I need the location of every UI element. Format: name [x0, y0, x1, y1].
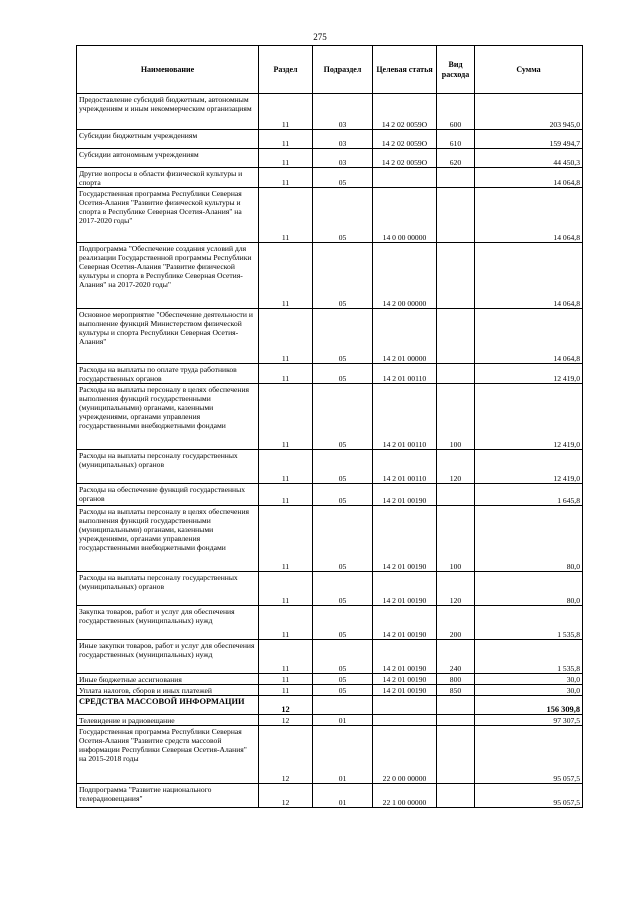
row-name: Расходы на обеспечение функций государственных органов — [77, 484, 259, 506]
table-row — [77, 450, 583, 484]
header-amount: Сумма — [475, 46, 583, 94]
row-name: Подпрограмма "Развитие национального телерадиовещания" — [77, 784, 259, 808]
row-amount: 156 309,8 — [475, 696, 583, 715]
row-subsection: 05 — [313, 606, 373, 640]
header-section: Раздел — [259, 46, 313, 94]
row-section: 12 — [259, 726, 313, 784]
row-expense-type — [437, 696, 475, 715]
table-row — [77, 384, 583, 450]
row-section: 11 — [259, 606, 313, 640]
row-section: 11 — [259, 364, 313, 384]
row-target: 14 2 02 0059О — [373, 130, 437, 149]
table-row — [77, 784, 583, 808]
row-subsection: 05 — [313, 309, 373, 364]
row-section: 11 — [259, 130, 313, 149]
table-row — [77, 309, 583, 364]
row-name: Иные бюджетные ассигнования — [77, 674, 259, 685]
row-expense-type — [437, 715, 475, 726]
row-target: 14 2 01 00110 — [373, 364, 437, 384]
row-name: Другие вопросы в области физической культуры и спорта — [77, 168, 259, 188]
table-row — [77, 94, 583, 130]
row-expense-type — [437, 726, 475, 784]
row-section: 11 — [259, 506, 313, 572]
table-row — [77, 685, 583, 696]
table-row — [77, 364, 583, 384]
row-expense-type — [437, 784, 475, 808]
row-name: Субсидии бюджетным учреждениям — [77, 130, 259, 149]
row-subsection: 01 — [313, 715, 373, 726]
row-expense-type: 610 — [437, 130, 475, 149]
row-subsection: 05 — [313, 168, 373, 188]
row-section: 11 — [259, 450, 313, 484]
row-expense-type: 850 — [437, 685, 475, 696]
row-target: 14 2 01 00190 — [373, 506, 437, 572]
row-name: Расходы на выплаты по оплате труда работников государственных органов — [77, 364, 259, 384]
row-subsection: 05 — [313, 484, 373, 506]
row-subsection: 03 — [313, 94, 373, 130]
table-row — [77, 243, 583, 309]
row-subsection: 05 — [313, 364, 373, 384]
row-section: 11 — [259, 188, 313, 243]
row-name: Субсидии автономным учреждениям — [77, 149, 259, 168]
row-target — [373, 696, 437, 715]
row-target — [373, 715, 437, 726]
row-target: 14 2 02 0059О — [373, 94, 437, 130]
row-amount: 14 064,8 — [475, 188, 583, 243]
row-name: Расходы на выплаты персоналу в целях обеспечения выполнения функций государственными (муниципальными) органами, казенными учреждениями, органами управления государственными внебюджетными фондами — [77, 384, 259, 450]
row-section: 11 — [259, 94, 313, 130]
row-subsection: 03 — [313, 149, 373, 168]
row-name: Закупка товаров, работ и услуг для обеспечения государственных (муниципальных) нужд — [77, 606, 259, 640]
row-expense-type: 200 — [437, 606, 475, 640]
row-amount: 95 057,5 — [475, 784, 583, 808]
row-subsection: 05 — [313, 674, 373, 685]
row-target: 14 2 01 00190 — [373, 484, 437, 506]
header-expense-type: Вид расхода — [437, 46, 475, 94]
row-expense-type — [437, 168, 475, 188]
row-expense-type: 240 — [437, 640, 475, 674]
row-section: 11 — [259, 685, 313, 696]
row-target: 14 2 01 00110 — [373, 384, 437, 450]
table-row — [77, 726, 583, 784]
row-subsection: 01 — [313, 726, 373, 784]
row-name: Расходы на выплаты персоналу государственных (муниципальных) органов — [77, 450, 259, 484]
row-section: 11 — [259, 640, 313, 674]
row-expense-type: 100 — [437, 506, 475, 572]
row-subsection: 05 — [313, 243, 373, 309]
table-row — [77, 506, 583, 572]
table-row — [77, 168, 583, 188]
row-subsection: 05 — [313, 188, 373, 243]
row-expense-type — [437, 188, 475, 243]
row-amount: 14 064,8 — [475, 243, 583, 309]
row-target: 14 2 01 00110 — [373, 450, 437, 484]
row-target: 14 2 00 00000 — [373, 243, 437, 309]
row-amount: 1 535,8 — [475, 640, 583, 674]
row-expense-type: 600 — [437, 94, 475, 130]
header-name: Наименование — [77, 46, 259, 94]
row-name: Иные закупки товаров, работ и услуг для обеспечения государственных (муниципальных) нужд — [77, 640, 259, 674]
row-amount: 30,0 — [475, 685, 583, 696]
row-target: 14 2 01 00190 — [373, 606, 437, 640]
header-target: Целевая статья — [373, 46, 437, 94]
row-amount: 12 419,0 — [475, 450, 583, 484]
table-row — [77, 674, 583, 685]
table-row — [77, 572, 583, 606]
row-expense-type — [437, 309, 475, 364]
row-section: 11 — [259, 384, 313, 450]
row-amount: 80,0 — [475, 506, 583, 572]
row-expense-type — [437, 243, 475, 309]
row-amount: 1 535,8 — [475, 606, 583, 640]
row-section: 11 — [259, 168, 313, 188]
table-row — [77, 130, 583, 149]
row-amount: 12 419,0 — [475, 384, 583, 450]
row-target: 14 2 01 00190 — [373, 685, 437, 696]
row-name: Государственная программа Республики Северная Осетия-Алания "Развитие физической культуры и спорта в Республике Северная Осетия-Алания" на 2017-2020 годы" — [77, 188, 259, 243]
row-expense-type: 120 — [437, 572, 475, 606]
row-target: 14 2 01 00190 — [373, 572, 437, 606]
row-name: Телевидение и радиовещание — [77, 715, 259, 726]
row-subsection: 05 — [313, 506, 373, 572]
table-row — [77, 484, 583, 506]
row-amount: 14 064,8 — [475, 309, 583, 364]
row-target — [373, 168, 437, 188]
table-row — [77, 149, 583, 168]
row-amount: 97 307,5 — [475, 715, 583, 726]
budget-table — [76, 45, 583, 808]
row-name: Расходы на выплаты персоналу государственных (муниципальных) органов — [77, 572, 259, 606]
row-subsection: 01 — [313, 784, 373, 808]
row-name: Уплата налогов, сборов и иных платежей — [77, 685, 259, 696]
row-section: 11 — [259, 243, 313, 309]
row-amount: 12 419,0 — [475, 364, 583, 384]
row-section: 11 — [259, 572, 313, 606]
row-amount: 203 945,0 — [475, 94, 583, 130]
row-amount: 30,0 — [475, 674, 583, 685]
row-expense-type: 120 — [437, 450, 475, 484]
row-expense-type: 100 — [437, 384, 475, 450]
row-subsection: 05 — [313, 384, 373, 450]
table-row — [77, 696, 583, 715]
table-row — [77, 188, 583, 243]
row-target: 14 2 01 00190 — [373, 640, 437, 674]
page-number: 275 — [313, 32, 327, 42]
row-subsection: 05 — [313, 640, 373, 674]
row-section: 12 — [259, 715, 313, 726]
row-name: Подпрограмма "Обеспечение создания условий для реализации Государственной программы Республики Северная Осетия-Алания "Развитие физической культуры и спорта в Республике Северная Осетия-Алания" на 2017-2020 годы" — [77, 243, 259, 309]
table-row — [77, 715, 583, 726]
row-section: 12 — [259, 784, 313, 808]
row-amount: 14 064,8 — [475, 168, 583, 188]
row-name: Государственная программа Республики Северная Осетия-Алания "Развитие средств массовой информации Республики Северная Осетия-Алания" на 2015-2018 годы — [77, 726, 259, 784]
row-expense-type: 800 — [437, 674, 475, 685]
row-subsection: 05 — [313, 450, 373, 484]
table-header-row — [77, 46, 583, 94]
row-name: Предоставление субсидий бюджетным, автономным учреждениям и иным некоммерческим организациям — [77, 94, 259, 130]
row-name: Расходы на выплаты персоналу в целях обеспечения выполнения функций государственными (муниципальными) органами, казенными учреждениями, органами управления государственными внебюджетными фондами — [77, 506, 259, 572]
row-expense-type — [437, 484, 475, 506]
row-expense-type: 620 — [437, 149, 475, 168]
row-name: СРЕДСТВА МАССОВОЙ ИНФОРМАЦИИ — [77, 696, 259, 715]
row-target: 22 1 00 00000 — [373, 784, 437, 808]
row-target: 14 2 01 00000 — [373, 309, 437, 364]
row-section: 11 — [259, 484, 313, 506]
row-section: 12 — [259, 696, 313, 715]
row-section: 11 — [259, 149, 313, 168]
row-target: 14 2 01 00190 — [373, 674, 437, 685]
row-section: 11 — [259, 309, 313, 364]
table-row — [77, 640, 583, 674]
row-subsection — [313, 696, 373, 715]
row-subsection: 03 — [313, 130, 373, 149]
row-subsection: 05 — [313, 685, 373, 696]
row-subsection: 05 — [313, 572, 373, 606]
row-target: 22 0 00 00000 — [373, 726, 437, 784]
row-target: 14 2 02 0059О — [373, 149, 437, 168]
row-expense-type — [437, 364, 475, 384]
row-amount: 159 494,7 — [475, 130, 583, 149]
row-section: 11 — [259, 674, 313, 685]
header-subsection: Подраздел — [313, 46, 373, 94]
row-amount: 80,0 — [475, 572, 583, 606]
row-name: Основное мероприятие "Обеспечение деятельности и выполнение функций Министерством физической культуры и спорта Республики Северная Осетия-Алания" — [77, 309, 259, 364]
row-target: 14 0 00 00000 — [373, 188, 437, 243]
row-amount: 1 645,8 — [475, 484, 583, 506]
row-amount: 95 057,5 — [475, 726, 583, 784]
row-amount: 44 450,3 — [475, 149, 583, 168]
table-row — [77, 606, 583, 640]
